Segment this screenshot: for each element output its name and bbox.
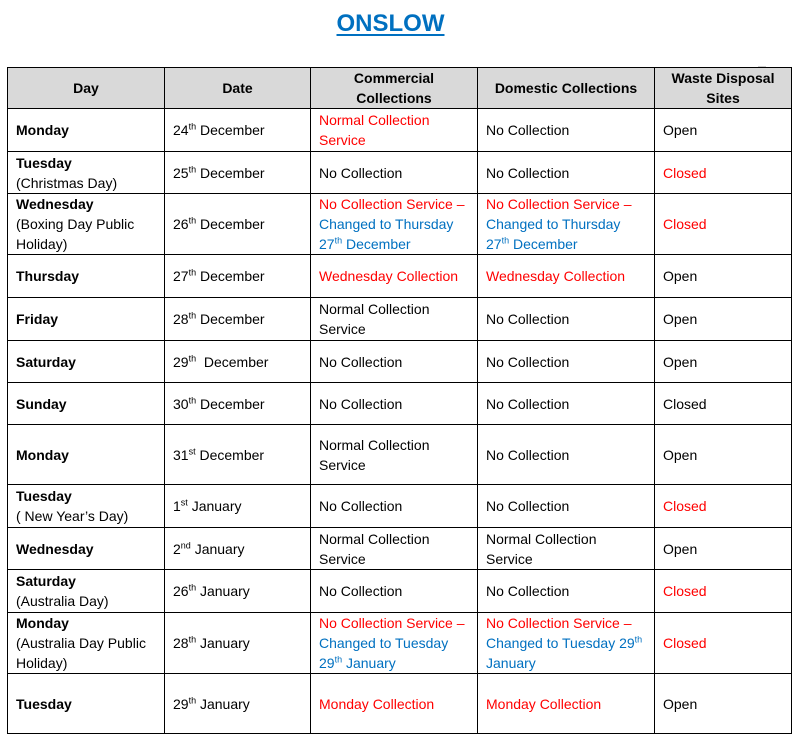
table-row (8, 570, 792, 613)
day-cell (8, 152, 165, 194)
commercial-cell-text: No Collection (319, 353, 403, 370)
commercial-cell-text: Wednesday Collection (319, 268, 459, 284)
domestic-cell-text: Normal Collection Service (486, 530, 597, 567)
domestic-cell-text: No Collection (486, 353, 570, 370)
date-month: December (195, 446, 265, 463)
date-cell: 28th January (165, 613, 311, 674)
date-cell: 25th December (165, 152, 311, 194)
table-row (8, 298, 792, 341)
day-note: (Australia Day Public Holiday) (16, 635, 146, 671)
domestic-cell-text: No Collection (486, 122, 570, 138)
domestic-cell-text: Changed to Tuesday 29th January (486, 634, 643, 671)
day-name: Monday (16, 615, 69, 631)
header-waste: Waste Disposal Sites (655, 68, 792, 109)
table-row (8, 674, 792, 734)
day-cell (8, 109, 165, 152)
day-name: Tuesday (16, 154, 72, 171)
date-month: December (196, 164, 265, 181)
commercial-cell (311, 109, 478, 152)
domestic-cell (478, 255, 655, 298)
header-date: Date (165, 68, 311, 109)
waste-status: Closed (663, 498, 707, 514)
table-row (8, 485, 792, 528)
day-name: Wednesday (16, 196, 94, 212)
day-name: Sunday (16, 395, 67, 412)
header-commercial: Commercial Collections (311, 68, 478, 109)
date-suffix: st (188, 445, 196, 456)
date-suffix: th (188, 582, 197, 593)
commercial-cell-text: Changed to Thursday 27th December (319, 216, 454, 252)
commercial-cell-text: No Collection Service – (319, 196, 465, 212)
day-note: (Christmas Day) (16, 174, 118, 191)
waste-status: Closed (663, 635, 707, 651)
commercial-cell (311, 570, 478, 613)
waste-status: Open (663, 311, 698, 327)
date-cell: 2nd January (165, 528, 311, 570)
domestic-cell (478, 383, 655, 425)
waste-cell (655, 194, 792, 255)
waste-cell (655, 298, 792, 341)
waste-status: Closed (663, 164, 707, 181)
table-row (8, 194, 792, 255)
day-name: Tuesday (16, 695, 72, 712)
day-note: (Australia Day) (16, 593, 109, 609)
domestic-cell-text: Changed to Thursday 27th December (486, 216, 621, 252)
waste-cell (655, 109, 792, 152)
waste-cell (655, 570, 792, 613)
day-cell (8, 341, 165, 383)
commercial-cell (311, 298, 478, 341)
domestic-cell (478, 152, 655, 194)
domestic-cell (478, 485, 655, 528)
domestic-cell (478, 425, 655, 485)
domestic-cell (478, 674, 655, 734)
waste-status: Open (663, 695, 698, 712)
day-cell (8, 383, 165, 425)
waste-status: Closed (663, 216, 707, 232)
day-cell (8, 674, 165, 734)
commercial-cell (311, 528, 478, 570)
domestic-cell-text: Monday Collection (486, 695, 602, 712)
domestic-cell (478, 341, 655, 383)
table-row (8, 613, 792, 674)
commercial-cell-text: Changed to Tuesday 29th January (319, 635, 449, 671)
date-suffix: th (188, 394, 197, 405)
waste-status: Open (663, 540, 698, 557)
header-domestic: Domestic Collections (478, 68, 655, 109)
waste-cell (655, 425, 792, 485)
domestic-cell-text: No Collection (486, 311, 570, 327)
commercial-cell-text: No Collection Service – (319, 615, 465, 631)
domestic-cell-text: No Collection (486, 583, 570, 599)
date-month: January (196, 635, 250, 651)
commercial-cell-text: Normal Collection Service (319, 112, 430, 148)
waste-cell (655, 383, 792, 425)
domestic-cell (478, 528, 655, 570)
day-name: Monday (16, 446, 69, 463)
day-cell (8, 570, 165, 613)
date-cell: 29th January (165, 674, 311, 734)
waste-cell (655, 613, 792, 674)
date-cell: 26th December (165, 194, 311, 255)
date-cell: 28th December (165, 298, 311, 341)
day-cell (8, 613, 165, 674)
date-month: January (196, 583, 250, 599)
day-cell (8, 298, 165, 341)
date-suffix: th (188, 694, 197, 705)
date-month: January (190, 540, 245, 557)
domestic-cell (478, 613, 655, 674)
domestic-cell-text: No Collection (486, 395, 570, 412)
commercial-cell-text: Monday Collection (319, 695, 435, 712)
date-cell: 31st December (165, 425, 311, 485)
waste-status: Open (663, 353, 698, 370)
domestic-cell (478, 109, 655, 152)
day-cell (8, 485, 165, 528)
date-month: December (196, 353, 269, 370)
waste-status: Open (663, 446, 698, 463)
date-suffix: th (188, 352, 197, 363)
date-suffix: st (180, 497, 188, 508)
domestic-cell-text: No Collection Service – (486, 196, 632, 212)
date-cell: 1st January (165, 485, 311, 528)
commercial-cell-text: No Collection (319, 498, 403, 514)
date-cell: 27th December (165, 255, 311, 298)
table-row (8, 152, 792, 194)
day-note: ( New Year’s Day) (16, 508, 129, 524)
date-suffix: th (188, 163, 197, 174)
domestic-cell-text: No Collection (486, 498, 570, 514)
domestic-cell (478, 570, 655, 613)
waste-cell (655, 528, 792, 570)
domestic-cell-text: Wednesday Collection (486, 268, 626, 284)
commercial-cell (311, 425, 478, 485)
date-cell: 30th December (165, 383, 311, 425)
commercial-cell (311, 341, 478, 383)
commercial-cell (311, 255, 478, 298)
date-suffix: th (188, 121, 197, 132)
date-month: December (196, 268, 265, 284)
waste-status: Closed (663, 395, 707, 412)
day-cell (8, 255, 165, 298)
domestic-cell (478, 194, 655, 255)
waste-status: Closed (663, 583, 707, 599)
date-month: December (196, 395, 265, 412)
day-name: Monday (16, 122, 69, 138)
date-cell: 26th January (165, 570, 311, 613)
domestic-cell (478, 298, 655, 341)
table-row (8, 255, 792, 298)
table-row (8, 109, 792, 152)
waste-cell (655, 485, 792, 528)
commercial-cell (311, 613, 478, 674)
day-name: Saturday (16, 573, 76, 589)
date-month: January (187, 498, 242, 514)
commercial-cell-text: No Collection (319, 395, 403, 412)
date-suffix: th (188, 634, 197, 645)
date-suffix: th (188, 310, 197, 321)
domestic-cell-text: No Collection (486, 446, 570, 463)
commercial-cell (311, 194, 478, 255)
waste-cell (655, 341, 792, 383)
commercial-cell-text: Normal Collection Service (319, 301, 430, 337)
date-suffix: nd (180, 539, 191, 550)
waste-status: Open (663, 268, 698, 284)
date-month: December (196, 122, 265, 138)
commercial-cell-text: Normal Collection Service (319, 436, 430, 473)
day-name: Friday (16, 311, 59, 327)
schedule-table (7, 67, 792, 734)
table-row (8, 425, 792, 485)
date-suffix: th (188, 267, 197, 278)
waste-cell (655, 152, 792, 194)
commercial-cell (311, 152, 478, 194)
date-month: December (196, 311, 265, 327)
day-name: Thursday (16, 268, 80, 284)
day-cell (8, 528, 165, 570)
day-cell (8, 194, 165, 255)
day-cell (8, 425, 165, 485)
day-note: (Boxing Day Public Holiday) (16, 216, 135, 252)
header-day: Day (8, 68, 165, 109)
page-title: ONSLOW (336, 10, 445, 37)
date-suffix: th (188, 215, 197, 226)
commercial-cell-text: No Collection (319, 583, 403, 599)
waste-cell (655, 674, 792, 734)
commercial-cell-text: Normal Collection Service (319, 530, 430, 567)
domestic-cell-text: No Collection (486, 164, 570, 181)
commercial-cell (311, 485, 478, 528)
waste-cell (655, 255, 792, 298)
domestic-cell-text: No Collection Service – (486, 615, 632, 631)
table-row (8, 383, 792, 425)
date-cell: 29th December (165, 341, 311, 383)
table-row (8, 528, 792, 570)
date-cell: 24th December (165, 109, 311, 152)
date-month: December (196, 216, 265, 232)
table-row (8, 341, 792, 383)
day-name: Saturday (16, 353, 76, 370)
commercial-cell (311, 383, 478, 425)
day-name: Wednesday (16, 540, 94, 557)
waste-status: Open (663, 122, 698, 138)
commercial-cell (311, 674, 478, 734)
date-month: January (196, 695, 250, 712)
day-name: Tuesday (16, 488, 72, 504)
header-row (8, 68, 792, 109)
commercial-cell-text: No Collection (319, 164, 403, 181)
